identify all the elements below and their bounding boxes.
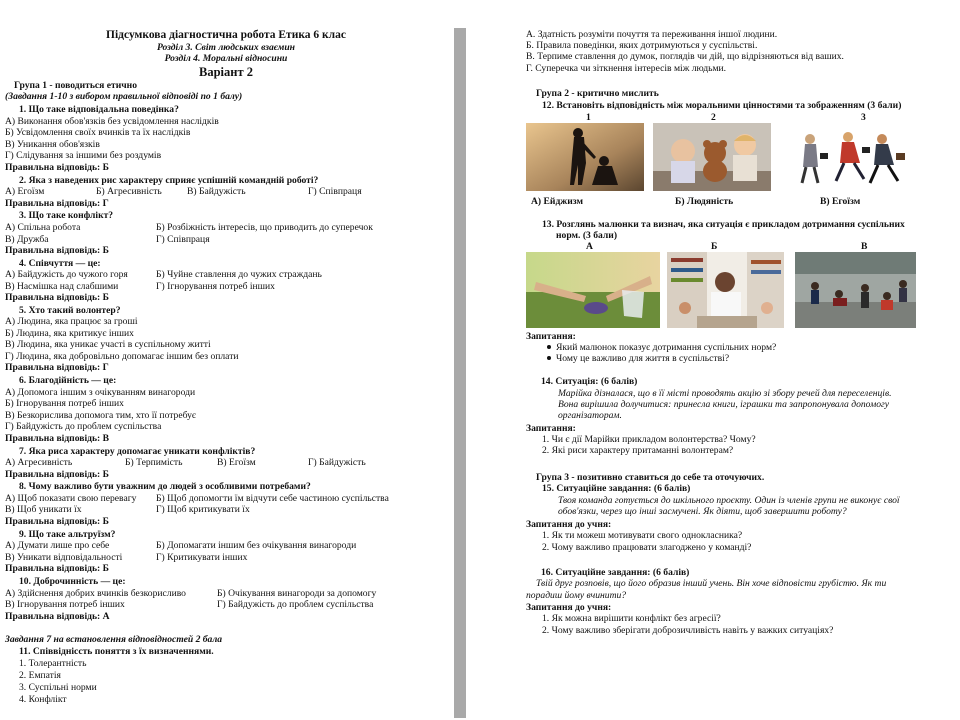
variant-heading: Варіант 2 [199,65,253,79]
q8-option-d: Г) Щоб критикувати їх [156,504,250,515]
left-page [0,0,452,720]
question-1: 1. Що таке відповідальна поведінка? [19,104,179,115]
q13-questions-label: Запитання: [526,331,576,342]
question-16-title: 16. Ситуаційне завдання: (6 балів) [541,567,690,578]
q4-option-c: В) Насмішка над слабшими [5,281,119,292]
q11-item-1: 1. Толерантність [19,658,87,669]
question-3: 3. Що таке конфлікт? [19,210,114,221]
q13-letter-b: Б [711,241,718,252]
q15-question-1: 1. Як ти можеш мотивувати свого однокласника? [542,530,743,541]
doc-title: Підсумкова діагностична робота Етика 6 клас [106,29,346,41]
question-11: 11. Співвідніссть поняття з їх визначеннями. [19,646,214,657]
q9-option-a: А) Думати лише про себе [5,540,110,551]
q2-option-d: Г) Співпраця [308,186,362,197]
q4-option-b: Б) Чуйне ставлення до чужих страждань [156,269,322,280]
q11-definition-d: Г. Суперечка чи зіткнення інтересів між людьми. [526,63,727,74]
question-9: 9. Що таке альтруїзм? [19,529,116,540]
q6-option-a: А) Допомога іншим з очікуванням винагороди [5,387,196,398]
q16-question-1: 1. Як можна вирішити конфлікт без агресії? [542,613,721,624]
question-13-line-2: норм. (3 бали) [556,230,618,241]
q4-option-d: Г) Ігнорування потреб інших [156,281,275,292]
question-15-title: 15. Ситуаційне завдання: (6 балів) [542,483,691,494]
q1-option-b: Б) Усвідомлення своїх вчинків та їх наслідків [5,127,191,138]
q6-option-d: Г) Байдужість до проблем суспільства [5,421,162,432]
q13-question-2: Чому це важливо для життя в суспільстві? [556,353,730,364]
q8-answer: Правильна відповідь: Б [5,516,109,527]
question-12: 12. Встановіть відповідність між моральними цінностями та зображенням (3 бали) [542,100,902,111]
q5-option-d: Г) Людина, яка добровільно допомагає іншим без оплати [5,351,239,362]
group-3-heading: Група 3 - позитивно ставиться до себе та оточуючих. [536,472,765,483]
question-13-line-1: 13. Розглянь малюнки та визнач, яка ситуація є прикладом дотримання суспільних [542,219,905,230]
q11-item-2: 2. Емпатія [19,670,61,681]
q10-option-b: Б) Очікування винагороди за допомогу [217,588,377,599]
q11-item-4: 4. Конфлікт [19,694,67,705]
q10-answer: Правильна відповідь: А [5,611,110,622]
q2-answer: Правильна відповідь: Г [5,198,109,209]
q15-text-line-2: обов'язки, через що інші засмучені. Як діяти, щоб завершити роботу? [558,506,847,517]
q13-image-crowd [795,252,916,328]
q2-option-c: В) Байдужість [187,186,246,197]
task-11-note: Завдання 7 на встановлення відповідностей 2 бала [5,634,223,645]
q1-option-c: В) Уникання обов'язків [5,139,100,150]
q9-option-c: В) Уникати відповідальності [5,552,123,563]
q6-option-c: В) Безкорислива допомога тим, хто її потребує [5,410,197,421]
q7-option-a: А) Агресивність [5,457,73,468]
q15-question-2: 2. Чому важливо працювати злагоджено у команді? [542,542,752,553]
q4-option-a: А) Байдужість до чужого горя [5,269,128,280]
section-3-subtitle: Розділ 3. Світ людських взаємин [157,42,295,53]
q12-image-grief [526,123,644,191]
q7-option-c: В) Егоїзм [217,457,256,468]
q3-option-c: В) Дружба [5,234,49,245]
question-14-title: 14. Ситуація: (6 балів) [541,376,638,387]
q12-number-2: 2 [711,112,716,123]
q5-option-b: Б) Людина, яка критикує інших [5,328,134,339]
q14-question-2: 2. Які риси характеру притаманні волонтерам? [542,445,734,456]
q5-option-c: В) Людина, яка уникає участі в суспільному житті [5,339,211,350]
q11-definition-c: В. Терпиме ставлення до думок, поглядів чи дій, що відрізняються від ваших. [526,51,844,62]
q5-answer: Правильна відповідь: Г [5,362,109,373]
q12-caption-b: Б) Людяність [675,196,734,207]
q10-option-a: А) Здійснення добрих вчинків безкорисливо [5,588,186,599]
q13-image-classroom [667,252,784,328]
q16-questions-label: Запитання до учня: [526,602,612,613]
q15-text-line-1: Твоя команда готується до шкільного проєкту. Один із членів групи не виконує свої [558,495,900,506]
q13-question-1: Який малюнок показує дотримання суспільних норм? [556,342,777,353]
q8-option-c: В) Щоб уникати їх [5,504,82,515]
q2-option-b: Б) Агресивність [96,186,162,197]
task-note: (Завдання 1-10 з вибором правильної відповіді по 1 балу) [5,91,243,102]
q2-option-a: А) Егоїзм [5,186,45,197]
q14-question-1: 1. Чи є дії Марійки прикладом волонтерства? Чому? [542,434,756,445]
q3-option-b: Б) Розбіжність інтересів, що приводить до суперечок [156,222,373,233]
q14-questions-label: Запитання: [526,423,576,434]
q5-option-a: А) Людина, яка працює за гроші [5,316,138,327]
q14-text-line-2: Вона вирішила долучитися: принесла книги, іграшки та запропонувала допомогу [558,399,890,410]
q12-caption-c: В) Егоїзм [820,196,861,207]
q9-answer: Правильна відповідь: Б [5,563,109,574]
q11-definition-b: Б. Правила поведінки, яких дотримуються у суспільстві. [526,40,758,51]
q7-option-b: Б) Терпимість [125,457,183,468]
q6-answer: Правильна відповідь: В [5,433,110,444]
q10-option-d: Г) Байдужість до проблем суспільства [217,599,374,610]
question-2: 2. Яка з наведених рис характеру сприяє успішній командній роботі? [19,175,319,186]
q7-option-d: Г) Байдужість [308,457,366,468]
q10-option-c: В) Ігнорування потреб інших [5,599,125,610]
q12-image-kids [653,123,771,191]
q13-letter-c: В [861,241,868,252]
group-2-heading: Група 2 - критично мислить [536,88,659,99]
section-4-subtitle: Розділ 4. Моральні відносини [164,53,288,64]
q14-text-line-3: організаторам. [558,410,622,421]
q3-option-a: А) Спільна робота [5,222,81,233]
q9-option-d: Г) Критикувати інших [156,552,248,563]
q8-option-a: А) Щоб показати свою перевагу [5,493,137,504]
question-4: 4. Співчуття — це: [19,258,101,269]
q13-image-cleanup [526,252,660,328]
right-page [468,0,960,720]
q4-answer: Правильна відповідь: Б [5,292,109,303]
q12-caption-a: А) Ейджизм [531,196,584,207]
q1-answer: Правильна відповідь: Б [5,162,109,173]
q12-number-1: 1 [586,112,591,123]
q16-question-2: 2. Чому важливо зберігати доброзичливість навіть у важких ситуаціях? [542,625,834,636]
q7-answer: Правильна відповідь: Б [5,469,109,480]
q16-text-line-1: Твій друг розповів, що його образив інший учень. Він хоче відповісти грубістю. Як ти [536,578,887,589]
q11-definition-a: А. Здатність розуміти почуття та переживання іншої людини. [526,29,778,40]
question-6: 6. Благодійність — це: [19,375,117,386]
q16-text-line-2: порадиш йому вчинити? [526,590,627,601]
group-1-heading: Група 1 - поводиться етично [14,80,137,91]
q12-number-3: 3 [861,112,866,123]
question-8: 8. Чому важливо бути уважним до людей з особливими потребами? [19,481,311,492]
page-divider [454,28,466,718]
q11-item-3: 3. Суспільні норми [19,682,97,693]
question-10: 10. Доброчинність — це: [19,576,126,587]
q3-option-d: Г) Співпраця [156,234,210,245]
q8-option-b: Б) Щоб допомогти їм відчути себе частиною суспільства [156,493,389,504]
q1-option-d: Г) Слідування за іншими без роздумів [5,150,162,161]
q3-answer: Правильна відповідь: Б [5,245,109,256]
q9-option-b: Б) Допомагати іншим без очікування винагороди [156,540,357,551]
question-5: 5. Хто такий волонтер? [19,305,121,316]
q1-option-a: А) Виконання обов'язків без усвідомлення наслідків [5,116,219,127]
question-7: 7. Яка риса характеру допомагає уникати конфліктів? [19,446,256,457]
q15-questions-label: Запитання до учня: [526,519,612,530]
q6-option-b: Б) Ігнорування потреб інших [5,398,124,409]
q13-letter-a: А [586,241,593,252]
q14-text-line-1: Марійка дізналася, що в її місті проводять акцію зі збору речей для переселенців. [558,388,892,399]
q12-image-rushing [790,123,915,191]
